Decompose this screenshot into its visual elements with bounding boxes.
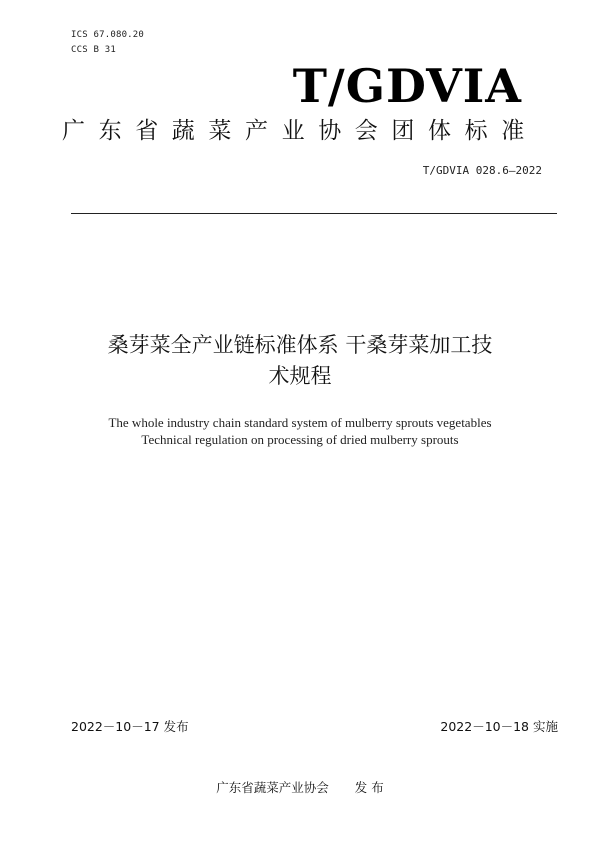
issue-date: 2022－10－17 发布 [71,719,189,734]
standard-logo: T/GDVIA [292,59,522,113]
publish-label: 发 布 [354,780,384,795]
chinese-title [50,330,550,392]
english-title [50,414,550,448]
header-divider [71,213,557,214]
standard-number: T/GDVIA 028.6—2022 [422,164,542,177]
organization-title: 广东省蔬菜产业协会团体标准 [62,118,538,144]
ccs-code: CCS B 31 [71,45,116,55]
ics-code: ICS 67.080.20 [71,30,145,40]
publisher-organization: 广东省蔬菜产业协会 [216,780,329,795]
english-title-line-1: The whole industry chain standard system of mulberry sprouts vegetables [108,415,492,430]
english-title-line-2: Technical regulation on processing of dried mulberry sprouts [141,432,459,447]
implementation-date: 2022－10－18 实施 [440,719,558,734]
chinese-title-line-2: 术规程 [268,364,332,388]
publisher [0,778,600,796]
chinese-title-line-1: 桑芽菜全产业链标准体系 干桑芽菜加工技 [107,333,493,357]
